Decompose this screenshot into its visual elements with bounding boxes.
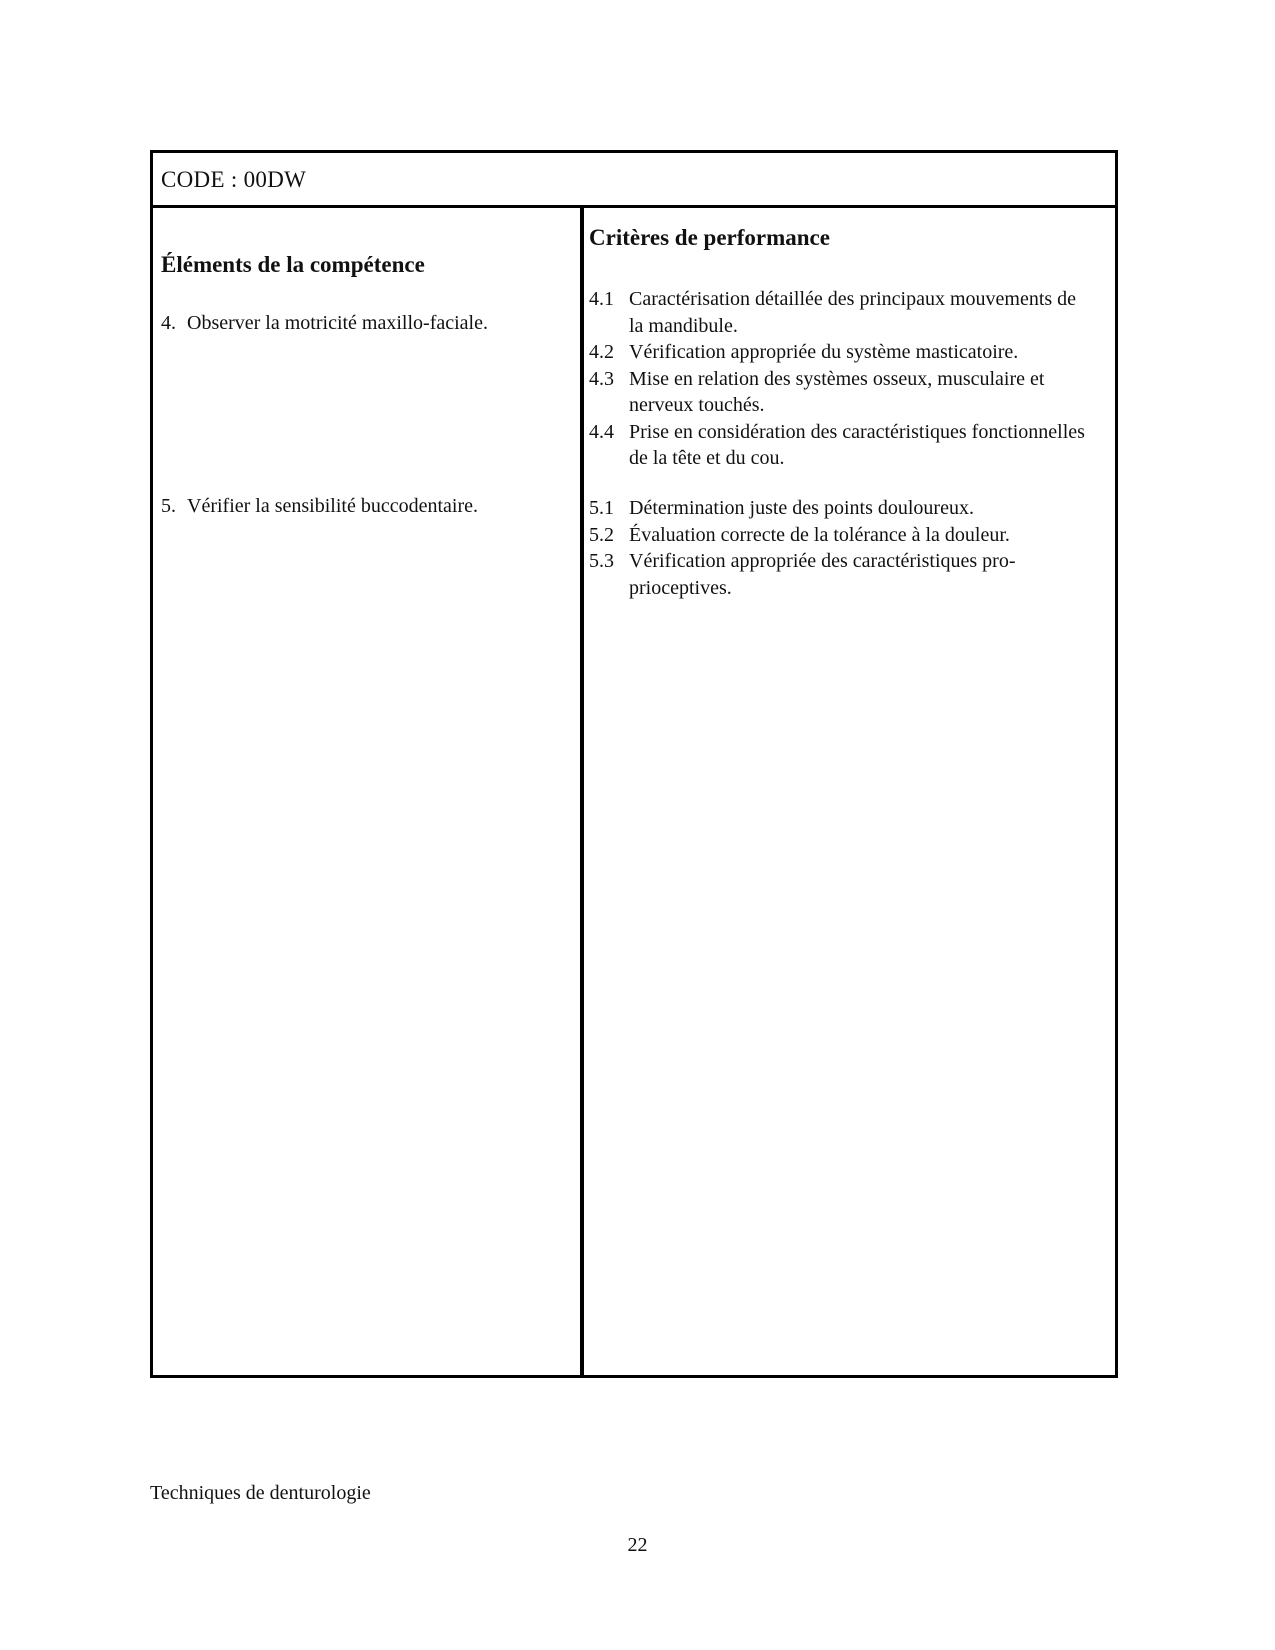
criterion-number: 4.3 <box>589 367 614 390</box>
criterion-item <box>589 522 1089 549</box>
program-title: Techniques de denturologie <box>150 1482 371 1504</box>
code-row <box>153 153 1115 208</box>
element-item <box>161 312 488 335</box>
criteria-heading: Critères de performance <box>589 225 830 250</box>
competency-table <box>150 150 1118 1378</box>
criterion-text: Vérification appropriée du système masticatoire. <box>629 341 1019 363</box>
elements-heading: Éléments de la compétence <box>161 252 425 277</box>
criterion-number: 5.1 <box>589 497 614 519</box>
criterion-item <box>589 286 1089 339</box>
element-item <box>161 495 478 518</box>
criterion-item <box>589 548 1089 601</box>
column-divider <box>580 208 584 1375</box>
criterion-number: 4.1 <box>589 288 614 310</box>
criterion-text: Caractérisation détaillée des principaux mouvements de la mandibule. <box>629 288 1077 337</box>
criterion-text: Détermination juste des points douloureux. <box>629 497 974 519</box>
element-number: 5. <box>161 495 176 517</box>
page-number: 22 <box>627 1534 648 1556</box>
criterion-text: Évaluation correcte de la tolérance à la douleur. <box>629 523 1010 546</box>
criterion-text: Prise en considération des caractéristiques fonctionnelles de la tête et du cou. <box>629 420 1085 469</box>
criterion-number: 4.2 <box>589 341 614 363</box>
criterion-number: 5.3 <box>589 550 614 572</box>
element-number: 4. <box>161 312 176 334</box>
criterion-item <box>589 495 1089 522</box>
competency-code: CODE : 00DW <box>161 167 307 192</box>
element-text: Vérifier la sensibilité buccodentaire. <box>187 495 478 517</box>
criterion-item <box>589 366 1089 419</box>
element-text: Observer la motricité maxillo-faciale. <box>187 312 488 334</box>
criterion-item <box>589 419 1089 472</box>
criteria-group-4 <box>589 286 1089 472</box>
criterion-number: 4.4 <box>589 420 614 443</box>
criteria-group-5 <box>589 495 1089 601</box>
criterion-text: Mise en relation des systèmes osseux, musculaire et nerveux touchés. <box>629 367 1045 416</box>
criterion-item <box>589 339 1089 366</box>
criterion-text: Vérification appropriée des caractéristiques proprioceptives. <box>629 550 1016 599</box>
criterion-number: 5.2 <box>589 523 614 546</box>
